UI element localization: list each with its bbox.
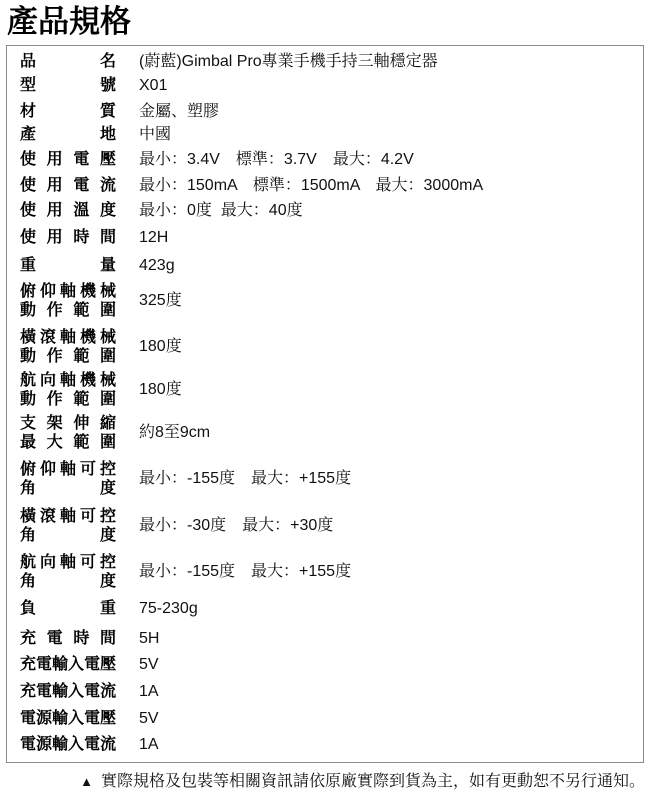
label-char: 角	[20, 479, 37, 497]
label-char: 重	[20, 257, 37, 274]
spec-label-line	[20, 599, 116, 619]
label-char: 使	[20, 177, 37, 194]
label-char: 圍	[99, 434, 116, 451]
spec-value: 最小：-155度 最大：+155度	[139, 469, 352, 487]
label-char: 可	[79, 507, 96, 525]
label-char: 間	[99, 229, 116, 246]
label-char: 範	[73, 434, 90, 451]
label-char: 時	[73, 229, 90, 246]
label-char: 動	[20, 391, 37, 408]
spec-label-line	[20, 629, 116, 649]
label-char: 軸	[59, 282, 76, 300]
spec-label-line	[20, 655, 116, 675]
label-char: 流	[99, 177, 116, 194]
spec-row	[20, 709, 643, 729]
label-char: 號	[99, 77, 116, 94]
label-char: 可	[79, 460, 96, 478]
spec-label	[20, 52, 116, 72]
spec-row	[20, 599, 643, 619]
label-char: 度	[99, 573, 116, 590]
label-char: 名	[99, 53, 116, 70]
label-char: 用	[46, 229, 63, 246]
spec-row	[20, 176, 643, 196]
spec-value: 5V	[139, 710, 159, 727]
label-char: 俯	[20, 282, 37, 300]
spec-table	[6, 45, 644, 763]
label-char: 軸	[59, 372, 76, 389]
spec-label	[20, 256, 116, 276]
label-char: 支	[20, 415, 37, 432]
triangle-icon: ▲	[80, 774, 93, 789]
label-char: 範	[73, 391, 90, 408]
spec-label-line	[20, 301, 116, 320]
label-char: 電	[46, 630, 63, 647]
spec-value: 中國	[139, 126, 172, 143]
spec-label	[20, 682, 116, 702]
spec-label	[20, 328, 116, 366]
spec-label-line	[20, 572, 116, 591]
label-char: 圍	[99, 391, 116, 408]
label-char: 地	[99, 126, 116, 143]
footnote-text: 實際規格及包裝等相關資訊請依原廠實際到貨為主，如有更動恕不另行通知。	[100, 773, 645, 790]
spec-value: 75-230g	[139, 600, 198, 617]
label-char: 圍	[99, 348, 116, 365]
spec-label	[20, 553, 116, 591]
label-char: 電	[84, 736, 101, 753]
label-char: 質	[99, 103, 116, 120]
label-char: 電	[20, 710, 37, 727]
label-char: 時	[73, 630, 90, 647]
label-char: 輸	[52, 736, 69, 753]
spec-row	[20, 371, 643, 409]
label-char: 入	[68, 710, 85, 727]
label-char: 量	[99, 257, 116, 274]
spec-label-line	[20, 150, 116, 170]
label-char: 械	[99, 282, 116, 300]
page-title: 產品規格	[7, 4, 131, 39]
spec-label	[20, 460, 116, 498]
spec-label-line	[20, 328, 116, 347]
spec-row	[20, 76, 643, 96]
label-char: 航	[20, 554, 37, 571]
label-char: 型	[20, 77, 37, 94]
label-char: 滾	[39, 507, 56, 525]
label-char: 動	[20, 348, 37, 365]
label-char: 橫	[20, 329, 37, 346]
spec-label-line	[20, 102, 116, 122]
spec-label-line	[20, 460, 116, 479]
spec-label	[20, 709, 116, 729]
spec-label-line	[20, 371, 116, 390]
spec-label-line	[20, 433, 116, 452]
label-char: 軸	[59, 460, 76, 478]
label-char: 度	[99, 479, 116, 497]
label-char: 重	[99, 600, 116, 617]
label-char: 縮	[99, 415, 116, 432]
spec-value: 5V	[139, 656, 159, 673]
footnote	[80, 772, 645, 792]
spec-row	[20, 102, 643, 122]
label-char: 機	[79, 329, 96, 346]
label-char: 械	[99, 372, 116, 389]
label-char: 械	[99, 329, 116, 346]
spec-label	[20, 150, 116, 170]
spec-value: 5H	[139, 630, 160, 647]
spec-label-line	[20, 390, 116, 409]
spec-row	[20, 553, 643, 591]
spec-label-line	[20, 52, 116, 72]
spec-label-line	[20, 176, 116, 196]
spec-label	[20, 176, 116, 196]
label-char: 控	[99, 507, 116, 525]
spec-value: 1A	[139, 683, 159, 700]
label-char: 電	[73, 151, 90, 168]
label-char: 航	[20, 372, 37, 389]
spec-row	[20, 256, 643, 276]
spec-value: 423g	[139, 257, 175, 274]
label-char: 軸	[59, 507, 76, 525]
label-char: 使	[20, 202, 37, 219]
spec-label-line	[20, 347, 116, 366]
label-char: 壓	[99, 151, 116, 168]
spec-label-line	[20, 201, 116, 221]
spec-label-line	[20, 282, 116, 301]
spec-label	[20, 735, 116, 755]
label-char: 控	[99, 554, 116, 571]
label-char: 用	[46, 151, 63, 168]
label-char: 使	[20, 151, 37, 168]
spec-label-line	[20, 526, 116, 545]
label-char: 機	[79, 282, 96, 300]
spec-row	[20, 201, 643, 221]
label-char: 流	[100, 683, 117, 700]
label-char: 充	[20, 630, 37, 647]
spec-label-line	[20, 228, 116, 248]
label-char: 架	[46, 415, 63, 432]
spec-label	[20, 599, 116, 619]
spec-label	[20, 629, 116, 649]
label-char: 作	[46, 391, 63, 408]
label-char: 輸	[52, 656, 69, 673]
label-char: 橫	[20, 507, 37, 525]
label-char: 源	[36, 710, 53, 727]
spec-label-line	[20, 709, 116, 729]
label-char: 溫	[73, 202, 90, 219]
spec-label-line	[20, 735, 116, 755]
label-char: 角	[20, 526, 37, 544]
spec-row	[20, 507, 643, 545]
spec-label	[20, 371, 116, 409]
label-char: 充	[20, 683, 37, 700]
label-char: 作	[46, 301, 63, 319]
label-char: 向	[39, 372, 56, 389]
label-char: 最	[20, 434, 37, 451]
label-char: 電	[84, 710, 101, 727]
label-char: 控	[99, 460, 116, 478]
label-char: 度	[99, 526, 116, 544]
spec-label-line	[20, 256, 116, 276]
spec-value: 最小：-30度 最大：+30度	[139, 516, 334, 534]
label-char: 電	[84, 683, 101, 700]
spec-value: 約8至9cm	[139, 424, 211, 441]
label-char: 產	[20, 126, 37, 143]
spec-value: (蔚藍)Gimbal Pro專業手機手持三軸穩定器	[139, 53, 438, 70]
label-char: 作	[46, 348, 63, 365]
label-char: 度	[99, 202, 116, 219]
label-char: 俯	[20, 460, 37, 478]
spec-label-line	[20, 507, 116, 526]
spec-value: 最小：-155度 最大：+155度	[139, 563, 352, 580]
label-char: 電	[73, 177, 90, 194]
label-char: 角	[20, 573, 37, 590]
spec-value: 180度	[139, 381, 182, 398]
label-char: 間	[99, 630, 116, 647]
label-char: 電	[84, 656, 101, 673]
label-char: 電	[20, 736, 37, 753]
spec-row	[20, 735, 643, 755]
spec-label-line	[20, 553, 116, 572]
label-char: 電	[36, 656, 53, 673]
spec-label-line	[20, 414, 116, 433]
label-char: 源	[36, 736, 53, 753]
spec-row	[20, 629, 643, 649]
spec-label-line	[20, 125, 116, 145]
spec-row	[20, 282, 643, 320]
label-char: 範	[73, 348, 90, 365]
spec-row	[20, 228, 643, 248]
spec-row	[20, 52, 643, 72]
spec-label-line	[20, 682, 116, 702]
label-char: 機	[79, 372, 96, 389]
spec-value: 325度	[139, 291, 182, 309]
label-char: 用	[46, 177, 63, 194]
spec-label-line	[20, 76, 116, 96]
spec-value: 最小：150mA 標準：1500mA 最大：3000mA	[139, 177, 484, 194]
label-char: 壓	[100, 656, 117, 673]
label-char: 壓	[100, 710, 117, 727]
label-char: 輸	[52, 683, 69, 700]
spec-value: X01	[139, 77, 168, 94]
label-char: 圍	[99, 301, 116, 319]
label-char: 範	[73, 301, 90, 319]
spec-row	[20, 328, 643, 366]
label-char: 輸	[52, 710, 69, 727]
label-char: 伸	[73, 415, 90, 432]
label-char: 流	[100, 736, 117, 753]
label-char: 充	[20, 656, 37, 673]
spec-row	[20, 682, 643, 702]
label-char: 使	[20, 229, 37, 246]
spec-value: 最小：3.4V 標準：3.7V 最大：4.2V	[139, 151, 414, 168]
spec-label	[20, 228, 116, 248]
spec-value: 金屬、塑膠	[139, 103, 220, 120]
spec-label	[20, 125, 116, 145]
label-char: 動	[20, 301, 37, 319]
spec-value: 12H	[139, 229, 169, 246]
spec-label	[20, 102, 116, 122]
spec-value: 180度	[139, 338, 182, 355]
label-char: 仰	[39, 282, 56, 300]
spec-row	[20, 414, 643, 452]
spec-row	[20, 460, 643, 498]
label-char: 入	[68, 683, 85, 700]
label-char: 電	[36, 683, 53, 700]
label-char: 滾	[39, 329, 56, 346]
spec-label	[20, 507, 116, 545]
label-char: 向	[39, 554, 56, 571]
spec-value: 最小：0度 最大：40度	[139, 202, 303, 219]
label-char: 品	[20, 53, 37, 70]
label-char: 可	[79, 554, 96, 571]
spec-value: 1A	[139, 736, 159, 753]
label-char: 材	[20, 103, 37, 120]
spec-label	[20, 201, 116, 221]
label-char: 入	[68, 736, 85, 753]
spec-label	[20, 282, 116, 320]
spec-row	[20, 150, 643, 170]
label-char: 軸	[59, 554, 76, 571]
spec-label	[20, 76, 116, 96]
label-char: 大	[46, 434, 63, 451]
spec-row	[20, 125, 643, 145]
spec-label	[20, 655, 116, 675]
label-char: 仰	[39, 460, 56, 478]
label-char: 負	[20, 600, 37, 617]
label-char: 入	[68, 656, 85, 673]
label-char: 軸	[59, 329, 76, 346]
spec-row	[20, 655, 643, 675]
spec-label	[20, 414, 116, 452]
label-char: 用	[46, 202, 63, 219]
spec-label-line	[20, 479, 116, 498]
